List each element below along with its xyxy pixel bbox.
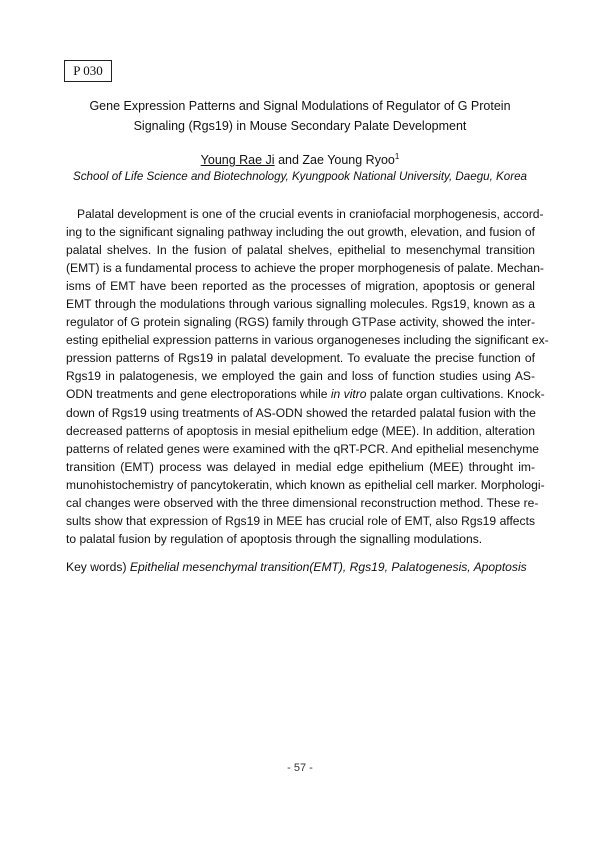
author-line (70, 151, 530, 169)
abstract-line: (EMT) is a fundamental process to achieve the proper morphogenesis of palate. Mechan- (66, 261, 544, 276)
presenting-author: Young Rae Ji (200, 153, 275, 167)
keywords-label: Key words) (66, 560, 127, 574)
paper-title (70, 96, 530, 136)
keywords (66, 558, 535, 576)
abstract-line: Rgs19 in palatogenesis, we employed the gain and loss of function studies using AS- (66, 369, 535, 384)
coauthor: Zae Young Ryoo (302, 153, 395, 167)
abstract-line: EMT through the modulations through various signalling molecules. Rgs19, known as a (66, 297, 535, 312)
abstract-text: palate organ cultivations. Knock- (369, 387, 545, 402)
abstract-line-last: to palatal fusion by regulation of apoptosis through the signalling modulations. (66, 531, 483, 546)
abstract-line: munohistochemistry of pancytokeratin, which known as epithelial cell marker. Morphologi- (66, 477, 545, 492)
abstract-line-in-vitro (66, 385, 545, 403)
abstract-text: ODN treatments and gene electroporations while (66, 387, 328, 402)
abstract-line: pression patterns of Rgs19 in palatal development. To evaluate the precise function of (66, 351, 535, 366)
abstract-line: cal changes were observed with the three dimensional reconstruction method. These re- (66, 495, 539, 510)
abstract-line: Palatal development is one of the crucial events in craniofacial morphogenesis, accord- (77, 207, 544, 221)
affiliation-marker: 1 (394, 151, 400, 161)
poster-id-box: P 030 (64, 60, 112, 82)
abstract-line: down of Rgs19 using treatments of AS-ODN showed the retarded palatal fusion with the (66, 405, 536, 420)
abstract-line: patterns of related genes were examined with the qRT-PCR. And epithelial mesenchyme (66, 441, 540, 456)
abstract-line: isms of EMT have been reported as the processes of migration, apoptosis or general (66, 279, 535, 294)
abstract-line: esting epithelial expression patterns in various organogeneses including the significant ex- (66, 333, 549, 348)
abstract-body (66, 205, 549, 548)
title-line-1: Gene Expression Patterns and Signal Modulations of Regulator of G Protein (89, 99, 511, 113)
keywords-terms: Epithelial mesenchymal transition(EMT), Rgs19, Palatogenesis, Apoptosis (129, 560, 527, 574)
abstract-line: transition (EMT) process was delayed in medial edge epithelium (MEE) throught im- (66, 459, 535, 474)
affiliation: School of Life Science and Biotechnology, Kyungpook National University, Daegu, Korea (73, 170, 527, 183)
page-number: - 57 - (287, 762, 313, 774)
in-vitro-italic: in vitro (330, 387, 367, 402)
author-connector: and (278, 153, 299, 167)
abstract-line: sults show that expression of Rgs19 in MEE has crucial role of EMT, also Rgs19 affects (66, 513, 535, 528)
title-line-2: Signaling (Rgs19) in Mouse Secondary Palate Development (133, 119, 467, 133)
abstract-line: palatal shelves. In the fusion of palatal shelves, epithelial to mesenchymal transition (66, 243, 535, 258)
abstract-line: decreased patterns of apoptosis in mesial epithelium edge (MEE). In addition, alteration (66, 423, 535, 438)
abstract-line: ing to the significant signaling pathway including the out growth, elevation, and fusion of (66, 225, 535, 240)
abstract-line: regulator of G protein signaling (RGS) family through GTPase activity, showed the inter- (66, 315, 535, 330)
